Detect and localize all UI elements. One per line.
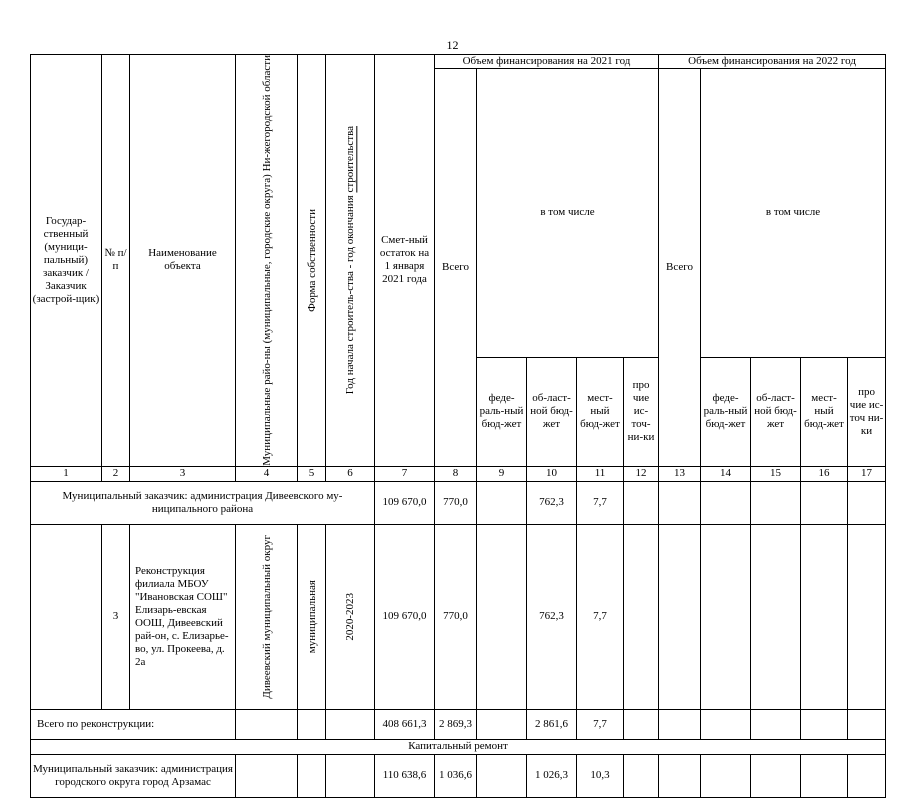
object-years: 2020-2023: [326, 524, 375, 709]
header-districts: Муниципальные райо-ны (муниципальные, городские округа) Ни-жегородской области: [236, 55, 298, 467]
col-number: 14: [701, 466, 751, 481]
header-estimate: Смет-ный остаток на 1 января 2021 года: [375, 55, 435, 467]
section-row: [31, 739, 886, 754]
col-number: 6: [326, 466, 375, 481]
total-2021-value: 770,0: [435, 524, 477, 709]
page-number: 12: [446, 38, 459, 52]
financing-table: [30, 54, 886, 798]
col-number: 7: [375, 466, 435, 481]
table-row: [31, 481, 886, 524]
customer-label: Муниципальный заказчик: администрация Дивеевского му-ниципального района: [31, 481, 375, 524]
col-number: 10: [527, 466, 577, 481]
col-number: 13: [659, 466, 701, 481]
table-row: [31, 754, 886, 797]
header-including-2022: в том числе: [701, 69, 886, 358]
col-number: 11: [577, 466, 624, 481]
col-number: 17: [848, 466, 886, 481]
header-fin-2021: Объем финансирования на 2021 год: [435, 55, 659, 69]
reconstruction-total-label: Всего по реконструкции:: [31, 709, 236, 739]
header-total-2021: Всего: [435, 69, 477, 467]
header-federal-2022: феде-раль-ный бюд-жет: [701, 357, 751, 466]
header-local-2021: мест-ный бюд-жет: [577, 357, 624, 466]
header-federal-2021: феде-раль-ный бюд-жет: [477, 357, 527, 466]
header-total-2022: Всего: [659, 69, 701, 467]
header-other-2021: про чие ис-точ-ни-ки: [624, 357, 659, 466]
header-regional-2022: об-ласт-ной бюд-жет: [751, 357, 801, 466]
regional-2021-value: 1 026,3: [527, 754, 577, 797]
col-number: 12: [624, 466, 659, 481]
regional-2021-value: 762,3: [527, 524, 577, 709]
customer-label: Муниципальный заказчик: администрация городского округа город Арзамас: [31, 754, 236, 797]
col-number: 5: [298, 466, 326, 481]
header-customer: Государ-ственный (муници-пальный) заказчик / Заказчик (застрой-щик): [31, 55, 102, 467]
column-numbers-row: [31, 466, 886, 481]
object-ownership: муниципальная: [298, 524, 326, 709]
estimate-value: 109 670,0: [375, 481, 435, 524]
regional-2021-value: 2 861,6: [527, 709, 577, 739]
local-2021-value: 7,7: [577, 524, 624, 709]
local-2021-value: 7,7: [577, 481, 624, 524]
section-title: Капитальный ремонт: [31, 739, 886, 754]
object-name: Реконструкция филиала МБОУ "Ивановская СОШ" Елизарь-евская ООШ, Дивеевский рай-он, с. Елизарье-во, ул. Прокеева, д. 2а: [130, 524, 236, 709]
total-2021-value: 1 036,6: [435, 754, 477, 797]
header-years: Год начала строитель-ства - год окончания строительства: [326, 55, 375, 467]
estimate-value: 110 638,6: [375, 754, 435, 797]
table-row: [31, 709, 886, 739]
object-district: Дивеевский муниципальный округ: [236, 524, 298, 709]
col-number: 9: [477, 466, 527, 481]
col-number: 3: [130, 466, 236, 481]
col-number: 2: [102, 466, 130, 481]
header-local-2022: мест-ный бюд-жет: [801, 357, 848, 466]
header-regional-2021: об-ласт-ной бюд-жет: [527, 357, 577, 466]
header-fin-2022: Объем финансирования на 2022 год: [659, 55, 886, 69]
local-2021-value: 7,7: [577, 709, 624, 739]
col-number: 16: [801, 466, 848, 481]
header-ownership: Форма собственности: [298, 55, 326, 467]
header-including-2021: в том числе: [477, 69, 659, 358]
header-other-2022: про чие ис-точ ни-ки: [848, 357, 886, 466]
total-2021-value: 2 869,3: [435, 709, 477, 739]
col-number: 4: [236, 466, 298, 481]
object-number: 3: [102, 524, 130, 709]
table-row: [31, 524, 886, 709]
regional-2021-value: 762,3: [527, 481, 577, 524]
col-number: 1: [31, 466, 102, 481]
local-2021-value: 10,3: [577, 754, 624, 797]
total-2021-value: 770,0: [435, 481, 477, 524]
header-number: № п/п: [102, 55, 130, 467]
col-number: 15: [751, 466, 801, 481]
estimate-value: 109 670,0: [375, 524, 435, 709]
header-object-name: Наименование объекта: [130, 55, 236, 467]
estimate-value: 408 661,3: [375, 709, 435, 739]
col-number: 8: [435, 466, 477, 481]
